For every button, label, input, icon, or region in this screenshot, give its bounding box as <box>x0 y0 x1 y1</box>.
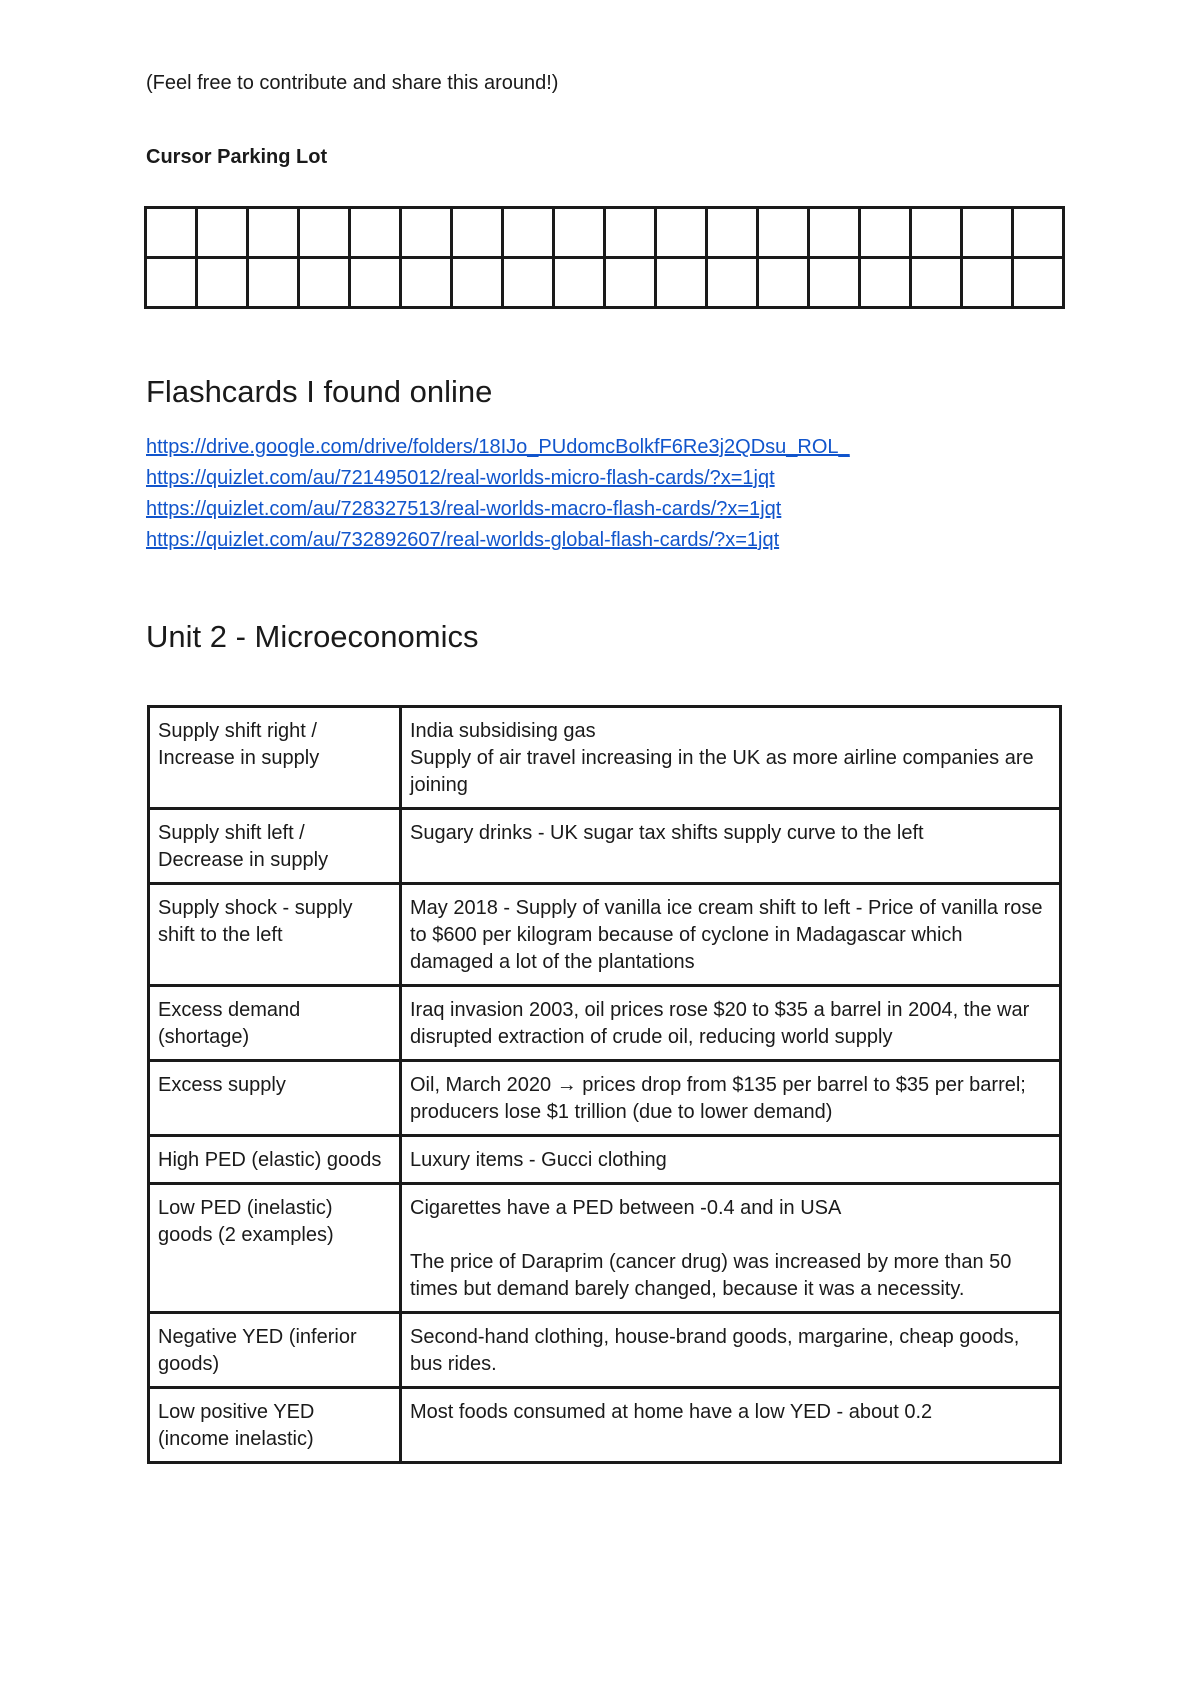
flashcard-link-global[interactable]: https://quizlet.com/au/732892607/real-worlds-global-flash-cards/?x=1jqt <box>146 529 780 551</box>
parking-cell[interactable] <box>860 258 911 308</box>
parking-grid-row <box>146 258 1064 308</box>
parking-cell[interactable] <box>146 258 197 308</box>
term-cell[interactable]: Excess demand (shortage) <box>149 986 401 1061</box>
flashcards-heading: Flashcards I found online <box>146 374 493 409</box>
parking-cell[interactable] <box>1013 208 1064 258</box>
parking-cell[interactable] <box>605 258 656 308</box>
example-cell[interactable]: Iraq invasion 2003, oil prices rose $20 to $35 a barrel in 2004, the war disrupted extraction of crude oil, reducing world supply <box>401 986 1061 1061</box>
term-cell[interactable]: Supply shift right / Increase in supply <box>149 707 401 809</box>
example-cell[interactable]: May 2018 - Supply of vanilla ice cream shift to left - Price of vanilla rose to $600 per kilogram because of cyclone in Madagascar which damaged a lot of the plantations <box>401 884 1061 986</box>
parking-cell[interactable] <box>1013 258 1064 308</box>
parking-cell[interactable] <box>962 258 1013 308</box>
parking-cell[interactable] <box>503 208 554 258</box>
parking-cell[interactable] <box>452 208 503 258</box>
table-row <box>149 809 1061 884</box>
table-row <box>149 1388 1061 1463</box>
table-row <box>149 1313 1061 1388</box>
parking-grid-row <box>146 208 1064 258</box>
term-cell[interactable]: Low positive YED (income inelastic) <box>149 1388 401 1463</box>
parking-cell[interactable] <box>758 208 809 258</box>
example-cell[interactable]: Sugary drinks - UK sugar tax shifts supply curve to the left <box>401 809 1061 884</box>
table-row <box>149 1061 1061 1136</box>
parking-cell[interactable] <box>809 208 860 258</box>
unit-heading: Unit 2 - Microeconomics <box>146 619 479 654</box>
flashcard-link-macro[interactable]: https://quizlet.com/au/728327513/real-worlds-macro-flash-cards/?x=1jqt <box>146 498 782 520</box>
flashcard-link-micro[interactable]: https://quizlet.com/au/721495012/real-worlds-micro-flash-cards/?x=1jqt <box>146 467 775 489</box>
flashcard-links <box>146 432 850 556</box>
example-cell[interactable]: Cigarettes have a PED between -0.4 and in USA The price of Daraprim (cancer drug) was increased by more than 50 times but demand barely changed, because it was a necessity. <box>401 1184 1061 1313</box>
table-row <box>149 1136 1061 1184</box>
parking-cell[interactable] <box>605 208 656 258</box>
example-cell[interactable]: Second-hand clothing, house-brand goods, margarine, cheap goods, bus rides. <box>401 1313 1061 1388</box>
parking-cell[interactable] <box>656 258 707 308</box>
parking-cell[interactable] <box>554 208 605 258</box>
parking-cell[interactable] <box>656 208 707 258</box>
parking-cell[interactable] <box>401 208 452 258</box>
parking-cell[interactable] <box>962 208 1013 258</box>
example-cell[interactable]: India subsidising gas Supply of air travel increasing in the UK as more airline companies are joining <box>401 707 1061 809</box>
parking-cell[interactable] <box>350 208 401 258</box>
intro-text: (Feel free to contribute and share this around!) <box>146 72 559 94</box>
example-cell[interactable]: Oil, March 2020 → prices drop from $135 per barrel to $35 per barrel; producers lose $1 trillion (due to lower demand) <box>401 1061 1061 1136</box>
parking-cell[interactable] <box>911 208 962 258</box>
cursor-parking-grid[interactable] <box>144 206 1065 309</box>
parking-cell[interactable] <box>197 258 248 308</box>
parking-cell[interactable] <box>299 208 350 258</box>
table-row <box>149 1184 1061 1313</box>
flashcard-link-drive[interactable]: https://drive.google.com/drive/folders/18IJo_PUdomcBolkfF6Re3j2QDsu_ROL_ <box>146 436 850 458</box>
parking-cell[interactable] <box>299 258 350 308</box>
parking-cell[interactable] <box>401 258 452 308</box>
term-cell[interactable]: Low PED (inelastic) goods (2 examples) <box>149 1184 401 1313</box>
term-cell[interactable]: Supply shift left / Decrease in supply <box>149 809 401 884</box>
term-cell[interactable]: High PED (elastic) goods <box>149 1136 401 1184</box>
parking-cell[interactable] <box>809 258 860 308</box>
parking-cell[interactable] <box>452 258 503 308</box>
parking-cell[interactable] <box>911 258 962 308</box>
parking-cell[interactable] <box>248 208 299 258</box>
parking-cell[interactable] <box>146 208 197 258</box>
parking-cell[interactable] <box>707 258 758 308</box>
parking-cell[interactable] <box>758 258 809 308</box>
parking-cell[interactable] <box>350 258 401 308</box>
example-cell[interactable]: Most foods consumed at home have a low YED - about 0.2 <box>401 1388 1061 1463</box>
table-row <box>149 884 1061 986</box>
parking-cell[interactable] <box>860 208 911 258</box>
parking-lot-title: Cursor Parking Lot <box>146 146 328 168</box>
example-cell[interactable]: Luxury items - Gucci clothing <box>401 1136 1061 1184</box>
term-cell[interactable]: Excess supply <box>149 1061 401 1136</box>
parking-cell[interactable] <box>503 258 554 308</box>
microeconomics-table <box>147 705 1062 1464</box>
parking-cell[interactable] <box>197 208 248 258</box>
table-row <box>149 707 1061 809</box>
parking-cell[interactable] <box>554 258 605 308</box>
term-cell[interactable]: Negative YED (inferior goods) <box>149 1313 401 1388</box>
term-cell[interactable]: Supply shock - supply shift to the left <box>149 884 401 986</box>
parking-cell[interactable] <box>248 258 299 308</box>
table-row <box>149 986 1061 1061</box>
parking-cell[interactable] <box>707 208 758 258</box>
